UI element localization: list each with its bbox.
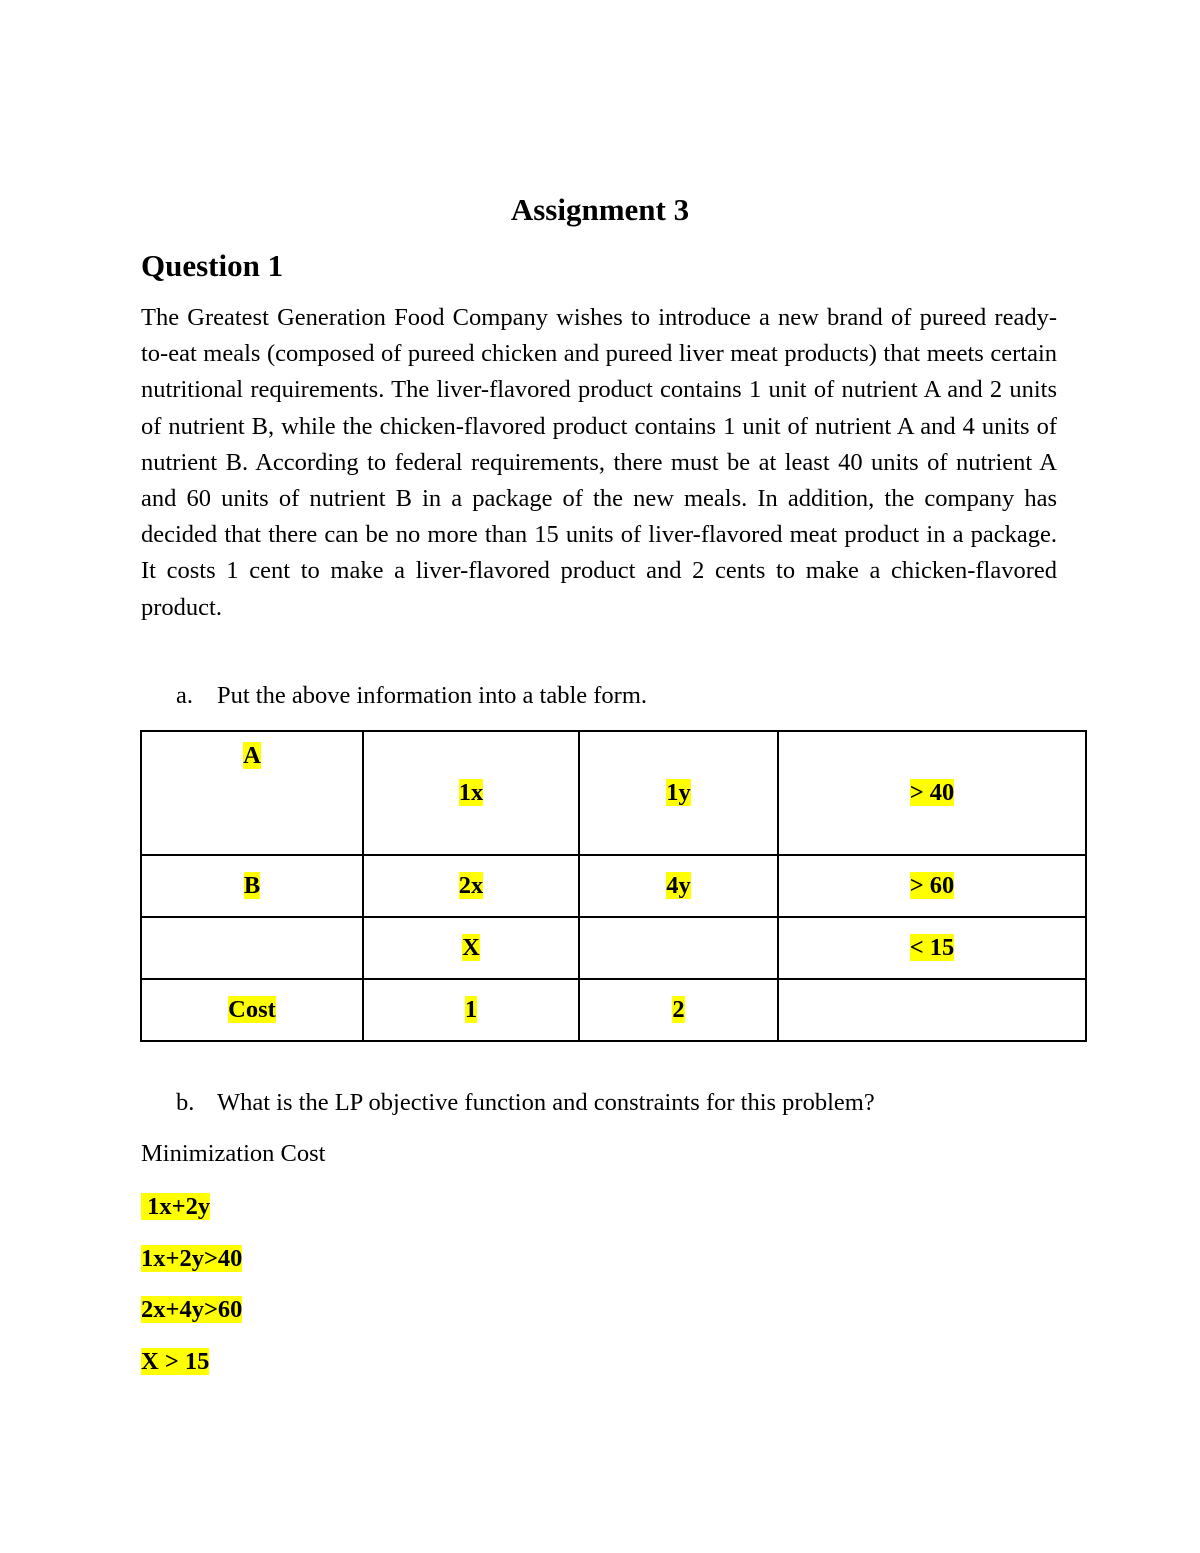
table-cell [579,917,778,979]
question-heading: Question 1 [141,248,284,283]
cell-text: 2 [672,996,685,1023]
table-cell [363,979,579,1041]
table-cell [778,855,1086,917]
table-cell [778,917,1086,979]
table-row [141,917,1086,979]
constraint-line [141,1293,242,1327]
cell-text: X [462,934,480,961]
cell-text: 1 [464,996,478,1023]
table-row [141,731,1086,855]
answer-text: 1x+2y>40 [141,1245,243,1272]
constraint-line [141,1345,209,1379]
table-row [141,855,1086,917]
table-cell [141,731,363,855]
cell-text: < 15 [909,934,955,961]
constraint-line [141,1242,242,1276]
part-a-text: Put the above information into a table form. [217,682,648,709]
problem-paragraph: The Greatest Generation Food Company wishes to introduce a new brand of pureed ready-to-eat meals (composed of pureed chicken and pureed liver meat products) that meets certain nutritional requirements. The liver-flavored product contains 1 unit of nutrient A and 2 units of nutrient B, while the chicken-flavored product contains 1 unit of nutrient A and 4 units of nutrient B. According to federal requirements, there must be at least 40 units of nutrient A and 60 units of nutrient B in a package of the new meals. In addition, the company has decided that there can be no more than 15 units of liver-flavored meat product in a package. It costs 1 cent to make a liver-flavored product and 2 cents to make a chicken-flavored product. [141,304,1057,621]
cell-text: 1x [458,779,484,806]
cell-text: > 60 [909,872,955,899]
part-b-marker: b. [176,1089,195,1116]
cell-text: A [243,742,261,769]
table-cell [141,979,363,1041]
part-b-text: What is the LP objective function and constraints for this problem? [217,1089,875,1116]
part-a-marker: a. [176,682,193,709]
table-cell [363,731,579,855]
table-cell [363,917,579,979]
table-cell [141,855,363,917]
cell-text: 2x [458,872,484,899]
table-cell [141,917,363,979]
table-cell [778,979,1086,1041]
part-a-prompt [176,678,647,714]
cell-text: 4y [666,872,691,899]
table-row [141,979,1086,1041]
answer-label: Minimization Cost [141,1140,326,1167]
cell-text: > 40 [909,779,955,806]
objective-function [141,1190,210,1224]
table-cell [363,855,579,917]
cell-text: Cost [228,996,276,1023]
table-cell [579,855,778,917]
cell-text: 1y [666,779,691,806]
part-b-prompt [176,1085,875,1121]
table-cell [579,979,778,1041]
nutrient-table [140,730,1087,1042]
table-cell [778,731,1086,855]
table-cell [579,731,778,855]
answer-text: X > 15 [141,1348,210,1375]
answer-text: 1x+2y [141,1193,211,1220]
cell-text: B [243,872,261,899]
answer-text: 2x+4y>60 [141,1296,243,1323]
document-title: Assignment 3 [510,192,690,227]
